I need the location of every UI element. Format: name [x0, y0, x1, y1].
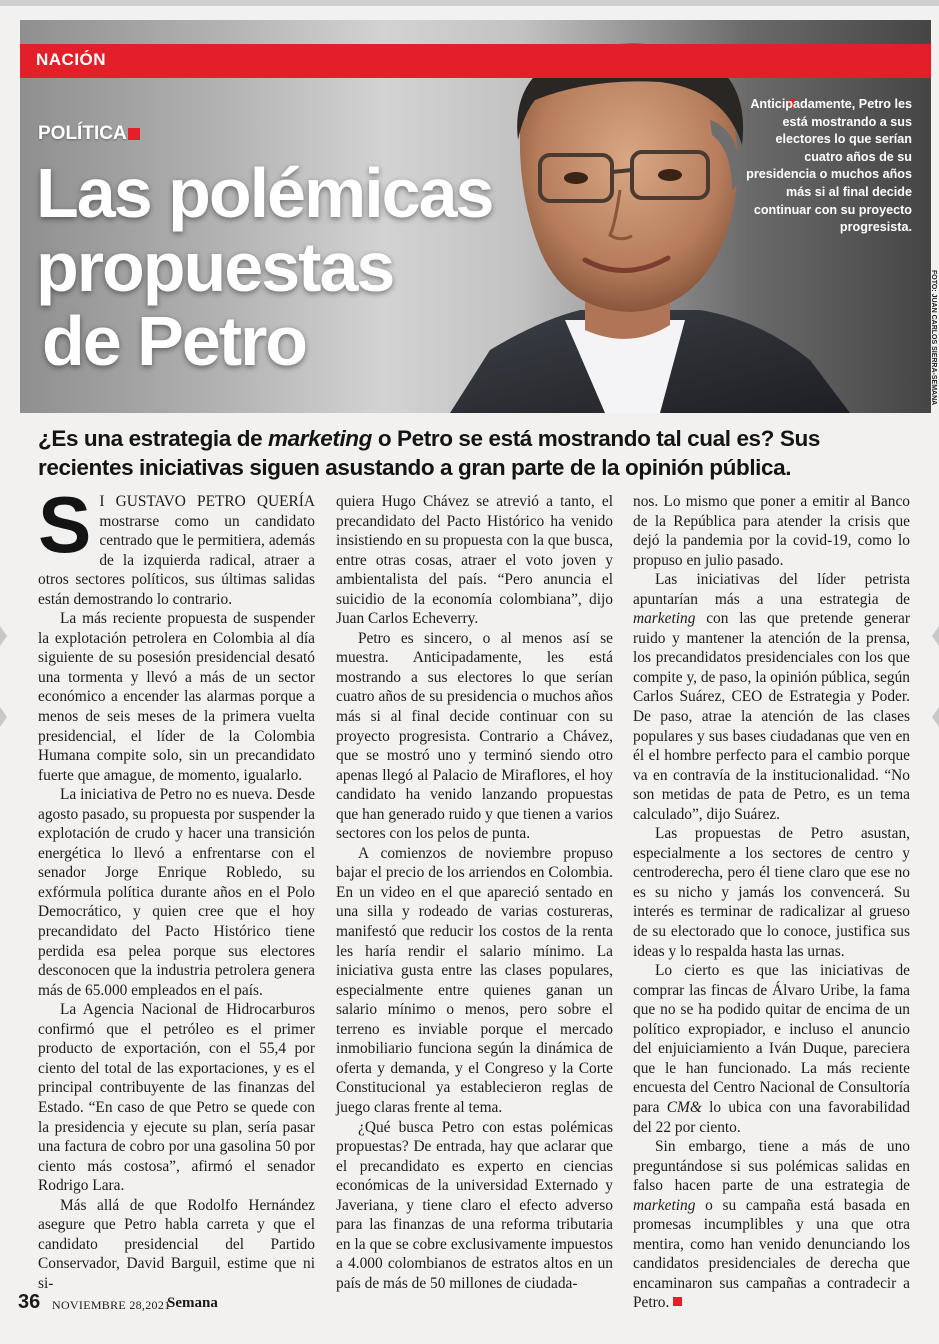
- paragraph: Las propuestas de Petro asustan, especialmente a los sectores de centro y centroderecha, pero él tiene claro que ese no es su nicho y jamás los convencerá. Su interés es terminar de radicalizar al grueso de su electorado que lo conoce, justifica sus ideas y lo respalda hasta las urnas.: [633, 825, 910, 960]
- paragraph-text: lo ubica con una favorabilidad del 22 por ciento.: [633, 1098, 910, 1136]
- section-bar: [20, 44, 931, 78]
- headline-line: Las polémicas: [36, 154, 493, 232]
- subhead-text: ¿Es una estrategia de: [38, 426, 269, 451]
- kicker-label: POLÍTICA: [38, 123, 127, 144]
- dropcap: S: [38, 480, 92, 569]
- headline: [36, 156, 506, 378]
- paragraph-text: I GUSTAVO PETRO QUERÍA mostrarse como un candidato centrado que le permitiera, además de la izquierda radical, atraer a otros sectores políticos, sus últimas salidas están demostrando lo contrario.: [38, 493, 315, 608]
- headline-line: de Petro: [42, 302, 307, 380]
- headline-line: propuestas: [36, 228, 394, 306]
- italic-term: marketing: [633, 610, 696, 628]
- paragraph: La iniciativa de Petro no es nueva. Desde agosto pasado, su propuesta por suspender la explotación de crudo y hacer una transición energética lo llevó a enfrentarse con el senador Jorge Enrique Robledo, su exfórmula política durante años en el Polo Democrático, y quien cree que el hoy precandidato del Pacto Histórico tiene perdida esa pelea porque sus electores desconocen que la industria petrolera genera más de 65.000 empleados en el país.: [38, 786, 315, 999]
- paragraph-text: o su campaña está basada en promesas incumplibles y una que otra mentira, como han venido denunciando los candidatos presidenciales de derecha que encaminaron sus campañas a contradecir a Petro.: [633, 1196, 910, 1312]
- paragraph: La más reciente propuesta de suspender la explotación petrolera en Colombia al día siguiente de su posesión presidencial desató una tormenta y llevó a más de un sector económico a encender las alarmas porque a menos de seis meses de la primera vuelta presidencial, el líder de la Colombia Humana compite solo, sin un precandidato fuerte que amague, de momento, igualarlo.: [38, 610, 315, 784]
- paragraph-text: Las iniciativas del líder petrista apuntarían más a una estrategia de: [633, 571, 910, 608]
- paragraph: [633, 570, 910, 824]
- page-number: 36: [18, 1291, 41, 1313]
- italic-term: CM&: [666, 1098, 702, 1116]
- subhead-text: o Petro se está mostrando tal cual es? Sus recientes iniciativas siguen asustando a gran parte de la opinión pública.: [38, 426, 820, 480]
- paragraph: [38, 480, 315, 609]
- subheadline: [38, 424, 918, 482]
- kicker-square-icon: [128, 128, 140, 140]
- subhead-italic: marketing: [268, 426, 372, 451]
- paragraph-text: con las que pretende generar ruido y mantener la atención de la prensa, los precandidatos presidenciales con los que compite y, de paso, la opinión pública, según Carlos Suárez, CEO de Estrategia y Poder. De paso, atrae la atención de las clases populares y sus bases ciudadanas que ven en él el hombre perfecto para el cambio porque va en contravía de la institucionalidad. “No son metidas de pata de Petro, es un tema calculado”, dijo Suárez.: [633, 610, 910, 823]
- article-column-3: [633, 492, 910, 1312]
- next-page-arrow-icon[interactable]: [932, 626, 939, 646]
- paragraph: A comienzos de noviembre propuso bajar el precio de los arriendos en Colombia. En un video en el que apareció sentado en una silla y rodeado de varias costureras, manifestó que reducir los costos de la renta les haría rendir el salario mínimo. La iniciativa gusta entre las clases populares, especialmente entre quienes ganan un salario mínimo o menos, pero sobre el terreno es inviable porque el mercado inmobiliario funciona según la dinámica de oferta y demanda, y el Congreso y la Corte Constitucional ya establecieron reglas de juego claras frente al tema.: [336, 844, 613, 1116]
- paragraph: [633, 961, 910, 1137]
- issue-date: NOVIEMBRE 28,2021: [52, 1298, 171, 1312]
- article-column-1: [38, 480, 315, 1292]
- page-edge: [0, 0, 939, 6]
- paragraph: Más allá de que Rodolfo Hernández asegure que Petro habla carreta y que el candidato presidencial del Partido Conservador, David Barguil, estime que ni si-: [38, 1196, 315, 1292]
- paragraph: quiera Hugo Chávez se atrevió a tanto, el precandidato del Pacto Histórico ha venido insistiendo en su propuesta con la que busca, entre otras cosas, atraer el voto joven y ambientalista del país. “Pero anuncia el suicidio de la economía colombiana”, dijo Juan Carlos Echeverry.: [336, 493, 613, 628]
- magazine-name: Semana: [167, 1295, 218, 1311]
- paragraph-text: Lo cierto es que las iniciativas de comprar las fincas de Álvaro Uribe, la fama que no se ha podido quitar de encima de un político expropiador, e incluso el anuncio del enjuiciamiento a Iván Duque, pareciera que le han funcionado. La más reciente encuesta del Centro Nacional de Consultoría para: [633, 962, 910, 1116]
- prev-page-arrow-icon[interactable]: [0, 626, 7, 646]
- photo-credit: FOTO: JUAN CARLOS SIERRA-SEMANA: [930, 270, 937, 406]
- paragraph: Petro es sincero, o al menos así se muestra. Anticipadamente, les está mostrando a sus electores lo que serían cuatro años de su presidencia o muchos años más si al final decide continuar con su proyecto progresista. Contrario a Chávez, que se mostró uno y terminó siendo otro apenas llegó al Palacio de Miraflores, el hoy candidato ha venido lanzando propuestas que han generado ruido y que tienen a varios sectores con los pelos de punta.: [336, 629, 613, 843]
- prev-page-arrow-icon[interactable]: [0, 707, 7, 727]
- paragraph: ¿Qué busca Petro con estas polémicas propuestas? De entrada, hay que aclarar que el precandidato es experto en ciencias económicas de la universidad Externado y Javeriana, y tiene claro el efecto adverso para las finanzas de una reforma tributaria en la que se cobre exclusivamente impuestos a 4.000 colombianos de estratos altos en un país de más de 50 millones de ciudada-: [336, 1118, 613, 1292]
- paragraph: [633, 1137, 910, 1313]
- next-page-arrow-icon[interactable]: [932, 707, 939, 727]
- paragraph-text: Sin embargo, tiene a más de uno preguntándose si sus polémicas salidas en falso hacen parte de una estrategia de: [633, 1138, 910, 1195]
- paragraph: La Agencia Nacional de Hidrocarburos confirmó que el petróleo es el primer producto de exportación, con el 55,4 por ciento del total de las exportaciones, y es el principal contribuyente de las finanzas del Estado. “En caso de que Petro se quede con la presidencia y ejecute su plan, sería pasar una factura de cobro por una gasolina 50 por ciento más costosa”, afirmó el senador Rodrigo Lara.: [38, 1001, 315, 1195]
- photo-caption: Anticipadamente, Petro les está mostrando a sus electores lo que serían cuatro años de su presidencia o muchos años más si al final decide continuar con su proyecto progresista.: [746, 97, 912, 235]
- article-column-2: [336, 492, 613, 1292]
- end-mark-icon: [673, 1297, 682, 1306]
- section-label: NACIÓN: [36, 50, 107, 69]
- paragraph: nos. Lo mismo que poner a emitir al Banco de la República para atender la crisis que dejó la pandemia por la covid-19, como lo propuso en julio pasado.: [633, 493, 910, 569]
- italic-term: marketing: [633, 1196, 696, 1214]
